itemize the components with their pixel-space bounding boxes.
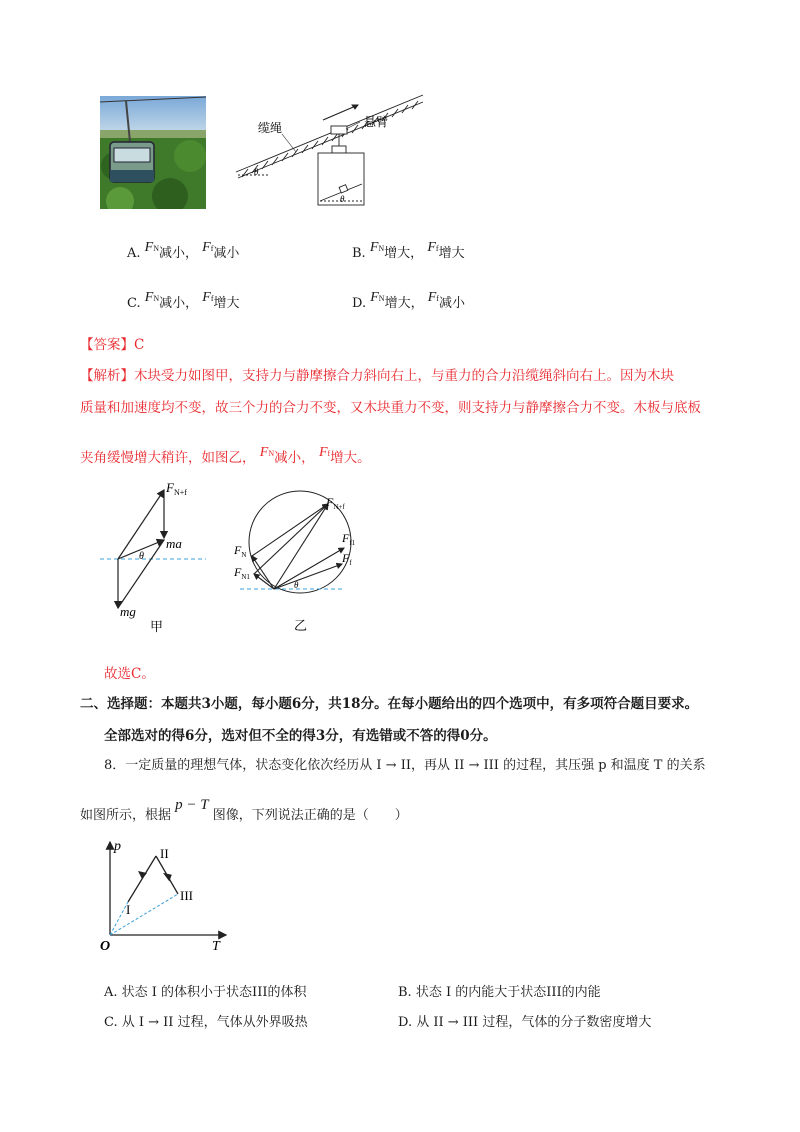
section-2-scoring: 全部选对的得6分，选对但不全的得3分，有选错或不答的得0分。	[104, 728, 497, 744]
q8-option-c[interactable]: C. 从 I → II 过程，气体从外界吸热	[104, 1015, 308, 1030]
conclusion: 故选C。	[104, 666, 155, 682]
svg-text:mg: mg	[120, 604, 136, 619]
svg-text:ma: ma	[166, 536, 182, 551]
caption-jia: 甲	[150, 619, 164, 634]
q7-option-b[interactable]: B. FN增大， Ff增大	[352, 240, 465, 261]
rope-label: 缆绳	[258, 121, 283, 135]
svg-text:Ff1: $F_{f1}$	[342, 531, 356, 547]
cable-diagram	[228, 92, 428, 212]
p-t-graph	[98, 838, 238, 953]
arm-label: 悬臂	[364, 115, 389, 129]
q8-option-b[interactable]: B. 状态 I 的内能大于状态III的内能	[398, 985, 601, 1000]
origin-label: O	[100, 939, 111, 953]
q7-option-d[interactable]: D. FN增大， Ff减小	[352, 290, 465, 311]
section-2-header: 二、选择题：本题共3小题，每小题6分，共18分。在每小题给出的四个选项中，有多项符合题目要求。	[80, 696, 699, 712]
answer-line	[80, 333, 144, 353]
analysis-line-2: 质量和加速度均不变，故三个力的合力不变，又木块重力不变，则支持力与静摩擦合力不变。木板与底板	[80, 400, 701, 416]
svg-text:FN+f: $F_{N+f}$	[326, 495, 345, 511]
x-axis-label: T	[212, 939, 220, 953]
analysis-line-1: 【解析】木块受力如图甲，支持力与静摩擦合力斜向右上，与重力的合力沿缆绳斜向右上。因为木块	[80, 368, 674, 384]
answer-label: 【答案】	[80, 337, 134, 353]
caption-yi: 乙	[294, 618, 308, 633]
q7-option-c[interactable]: C. FN减小， Ff增大	[127, 290, 240, 311]
analysis-line-3: 夹角缓慢增大稍许，如图乙， FN减小， Ff增大。	[80, 445, 371, 466]
state-2-label: II	[160, 846, 169, 861]
q8-stem-line-1: 8．一定质量的理想气体，状态变化依次经历从 I → II，再从 II → III 的过程，其压强 p 和温度 T 的关系	[104, 758, 706, 773]
svg-text:FN+f: $F_{N+f}$	[166, 480, 187, 497]
cable-car-photo	[100, 96, 206, 209]
answer-value: C	[134, 337, 145, 353]
force-diagram-jia	[96, 478, 216, 638]
state-3-label: III	[180, 888, 193, 903]
force-diagram-yi	[232, 490, 362, 640]
analysis-label: 【解析】	[80, 368, 134, 384]
cabin-angle-label: θ	[340, 194, 345, 204]
svg-text:θ: θ	[139, 551, 144, 562]
svg-text:Ff: $F_f$	[342, 551, 352, 567]
state-1-label: I	[126, 902, 131, 917]
q7-option-a[interactable]: A. FN减小， Ff减小	[127, 240, 240, 261]
svg-text:FN1: $F_{N1}$	[234, 565, 250, 581]
y-axis-label: p	[114, 839, 121, 854]
svg-text:θ: θ	[294, 580, 299, 590]
svg-text:FN: $F_N$	[234, 543, 247, 559]
q8-stem-line-2: 如图所示，根据 p − T 图像，下列说法正确的是（ ）	[80, 797, 408, 823]
q8-option-a[interactable]: A. 状态 I 的体积小于状态III的体积	[104, 985, 307, 1000]
q8-option-d[interactable]: D. 从 II → III 过程，气体的分子数密度增大	[398, 1015, 652, 1030]
angle-label: θ	[254, 167, 259, 177]
